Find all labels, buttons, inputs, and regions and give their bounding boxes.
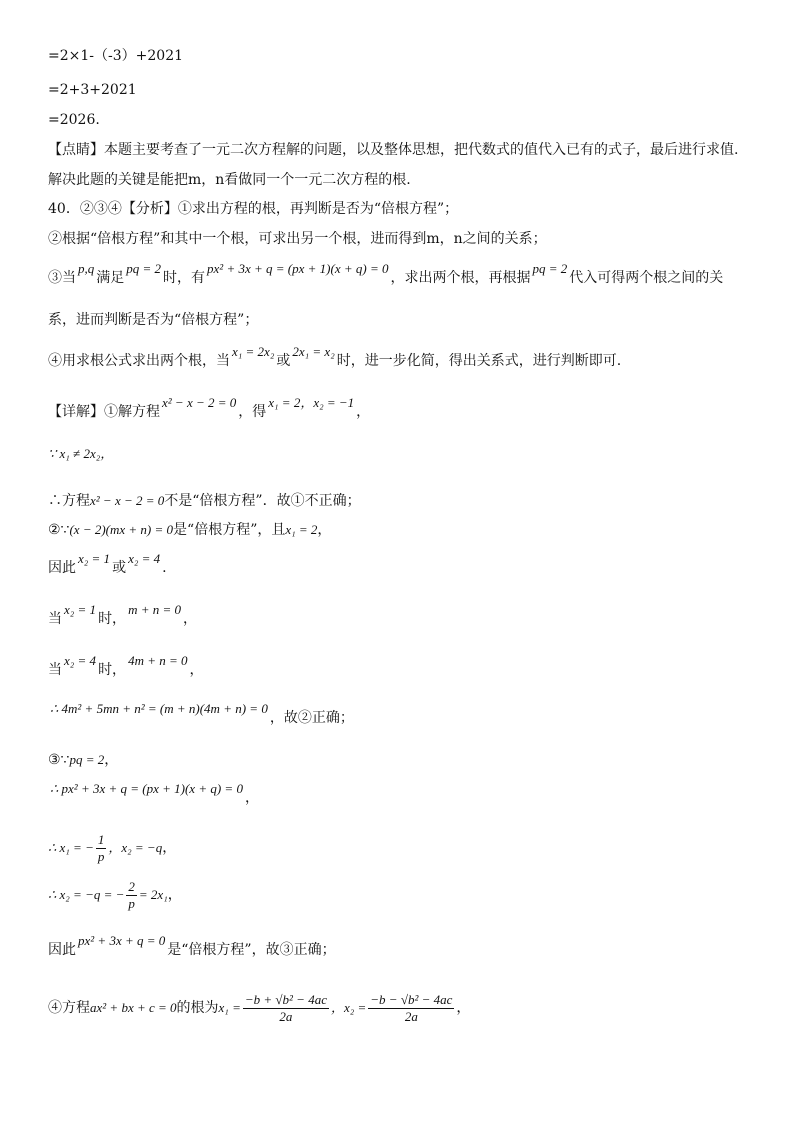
detail-step-9 [48, 750, 118, 770]
numerator: −b + √b² − 4ac [244, 991, 327, 1007]
math-4m-plus-n: 4m + n = 0 [128, 653, 188, 668]
math-pq-eq-2: pq = 2 [126, 261, 162, 276]
detail-step-1 [48, 395, 371, 422]
math-equation: ax² + bx + c = 0 [90, 1000, 177, 1015]
text: ④方程 [48, 1000, 90, 1016]
denominator: 2a [279, 1008, 293, 1024]
math-x2: ，x₂ = [330, 1000, 367, 1015]
text: 时，进一步化简，得出关系式，进行判断即可. [336, 353, 622, 369]
text: ④用求根公式求出两个根，当 [48, 353, 230, 369]
analysis-step-3 [48, 261, 724, 288]
math-equation: x² − x − 2 = 0 [162, 395, 237, 410]
text: 是“倍根方程”，且 [173, 522, 286, 538]
text: ，故②正确； [269, 710, 354, 726]
math-equation: x² − x − 2 = 0 [90, 493, 165, 508]
text: 因此 [48, 560, 76, 576]
math-x1: ∴ x₁ = − [48, 840, 94, 855]
question-40-analysis: 40．②③④【分析】①求出方程的根，再判断是否为“倍根方程”； [48, 201, 459, 217]
text: ， [183, 611, 197, 627]
text: 当 [48, 662, 62, 678]
detail-step-7 [48, 653, 204, 680]
text: 【详解】①解方程 [48, 404, 160, 420]
detail-step-3 [48, 491, 361, 511]
detail-step-8 [48, 701, 354, 728]
analysis-step-4 [48, 344, 622, 371]
detail-step-10 [48, 781, 259, 808]
fraction [96, 832, 107, 865]
dianjing-line-2: 解决此题的关键是能把m，n看做同一个一元二次方程的根. [48, 172, 411, 188]
math-roots: x₁ = 2，x₂ = −1 [268, 395, 355, 410]
math-x1: x₁ = 2 [285, 522, 318, 537]
text: ， [189, 662, 204, 678]
text: 不是“倍根方程”．故①不正确； [164, 493, 361, 509]
text: ， [356, 404, 371, 420]
analysis-step-3-cont: 系，进而判断是否为“倍根方程”； [48, 312, 259, 328]
text: ∴方程 [48, 493, 90, 509]
calc-line-2: =2+3+2021 [48, 82, 137, 98]
text: ③当 [48, 270, 76, 286]
detail-step-2: ∵ x₁ ≠ 2x₂， [48, 446, 114, 461]
math-x1: x₁ = [218, 1000, 241, 1015]
numerator: 1 [97, 831, 105, 847]
math-factored-equation: ∴ px² + 3x + q = (px + 1)(x + q) = 0 [50, 781, 243, 796]
denominator: 2a [404, 1008, 418, 1024]
text: 满足 [96, 270, 125, 286]
text: . [162, 560, 167, 576]
text: ， [456, 1000, 471, 1016]
math-pq-eq-2: pq = 2 [532, 261, 568, 276]
math-factored-equation: px² + 3x + q = (px + 1)(x + q) = 0 [207, 261, 389, 276]
detail-step-5 [48, 551, 167, 578]
denominator: p [97, 848, 105, 864]
calc-line-1: =2×1-（-3）+2021 [48, 48, 184, 64]
denominator: p [128, 895, 135, 911]
text: ，得 [238, 404, 267, 420]
math-pq: p,q [78, 261, 95, 276]
math-equation: px² + 3x + q = 0 [78, 933, 166, 948]
math-x1-eq-2x2: x₁ = 2x₂ [232, 344, 275, 359]
text: ， [167, 887, 182, 903]
detail-step-6 [48, 602, 197, 629]
math-2x1: = 2x₁ [138, 887, 168, 902]
detail-step-12 [48, 877, 182, 913]
text: 时，有 [163, 270, 206, 286]
math-m-plus-n: m + n = 0 [128, 602, 181, 617]
math-x2-eq-4: x₂ = 4 [128, 551, 161, 566]
quadratic-formula-minus [368, 992, 454, 1025]
text: 时， [98, 662, 127, 678]
detail-step-14 [48, 988, 470, 1028]
text: ， [317, 522, 332, 538]
text: ， [162, 840, 177, 856]
math-equation: (x − 2)(mx + n) = 0 [69, 522, 174, 537]
math-x2-eq-4: x₂ = 4 [64, 653, 97, 668]
numerator: −b − √b² − 4ac [370, 991, 453, 1007]
math-2x1-eq-x2: 2x₁ = x₂ [292, 344, 335, 359]
math-x2: ∴ x₂ = −q = − [48, 887, 125, 902]
math-factorization: ∴ 4m² + 5mn + n² = (m + n)(4m + n) = 0 [50, 701, 268, 716]
math-x2: ，x₂ = −q [108, 840, 163, 855]
text: 代入可得两个根之间的关 [569, 270, 724, 286]
text: 当 [48, 611, 62, 627]
text: 时， [98, 611, 127, 627]
text: 或 [276, 353, 291, 369]
fraction [126, 879, 137, 912]
analysis-step-2: ②根据“倍根方程”和其中一个根，可求出另一个根，进而得到m，n之间的关系； [48, 231, 547, 247]
text: ， [104, 752, 119, 768]
detail-step-4 [48, 520, 331, 540]
numerator: 2 [128, 878, 135, 894]
text: ， [244, 790, 259, 806]
math-x2-eq-1: x₂ = 1 [78, 551, 111, 566]
dianjing-line-1: 【点睛】本题主要考查了一元二次方程解的问题，以及整体思想，把代数式的值代入已有的式子，最后进行求值. [48, 142, 739, 158]
math-x2-eq-1: x₂ = 1 [64, 602, 97, 617]
text: 是“倍根方程”，故③正确； [167, 942, 336, 958]
text: ②∵ [48, 522, 70, 538]
detail-step-13 [48, 933, 336, 960]
quadratic-formula-plus [243, 992, 329, 1025]
text: 的根为 [176, 1000, 219, 1016]
text: 或 [112, 560, 127, 576]
text: ③∵ [48, 752, 70, 768]
text: ，求出两个根，再根据 [390, 270, 531, 286]
math-pq-eq-2: pq = 2 [69, 752, 105, 767]
detail-step-11 [48, 830, 176, 866]
text: 因此 [48, 942, 76, 958]
calc-line-3: =2026. [48, 112, 100, 128]
